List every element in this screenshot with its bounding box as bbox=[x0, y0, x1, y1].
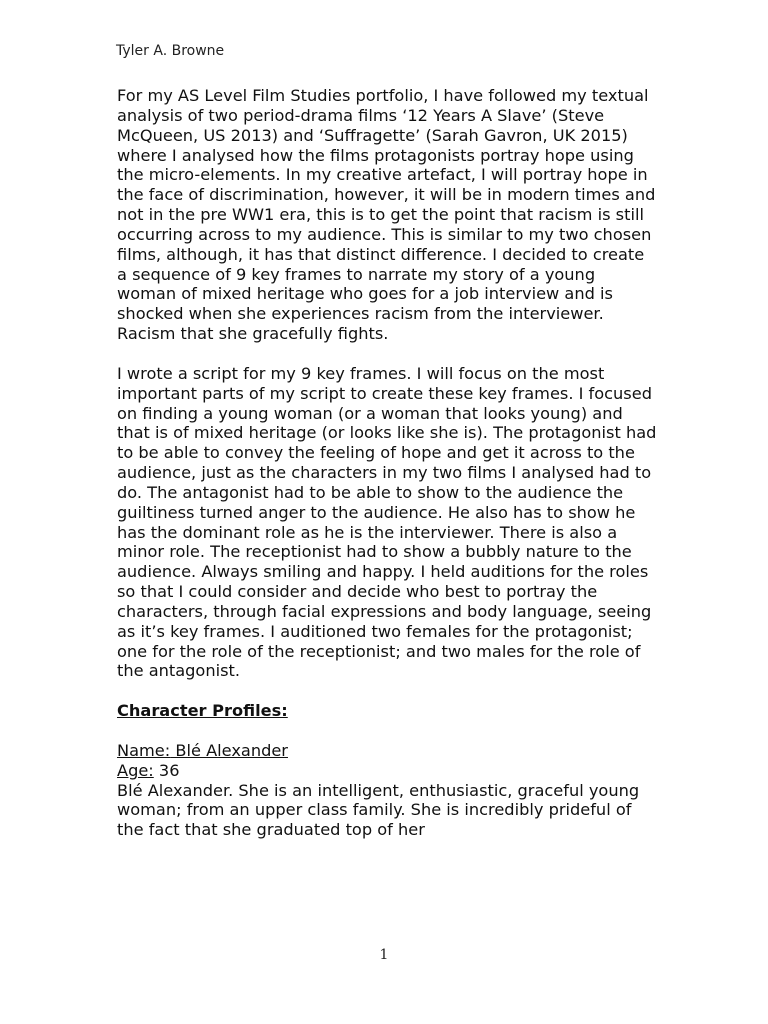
age-label: Age: bbox=[117, 760, 154, 780]
name-value: Blé Alexander bbox=[170, 740, 288, 760]
character-description: Blé Alexander. She is an intelligent, enthusiastic, graceful young woman; from an upper class family. She is incredibly prideful of the fact that she graduated top of her bbox=[117, 780, 640, 840]
page-number: 1 bbox=[379, 947, 389, 963]
name-line bbox=[117, 741, 657, 761]
script-paragraph: I wrote a script for my 9 key frames. I will focus on the most important parts of my script to create these key frames. I focused on finding a young woman (or a woman that looks young) and that is of mixed heritage (or looks like she is). The protagonist had to be able to convey the feeling of hope and get it across to the audience, just as the characters in my two films I analysed had to do. The antagonist had to be able to show to the audience the guiltiness turned anger to the audience. He also has to show he has the dominant role as he is the interviewer. There is also a minor role. The receptionist had to show a bubbly nature to the audience. Always smiling and happy. I held auditions for the roles so that I could consider and decide who best to portray the characters, through facial expressions and body language, seeing as it’s key frames. I auditioned two females for the protagonist; one for the role of the receptionist; and two males for the role of the antagonist. bbox=[117, 363, 657, 681]
author-name: Tyler A. Browne bbox=[116, 43, 225, 59]
paragraph-spacer bbox=[117, 344, 657, 364]
name-label: Name: bbox=[117, 740, 171, 760]
document-body bbox=[117, 86, 657, 840]
paragraph-spacer bbox=[117, 721, 657, 741]
paragraph-spacer bbox=[117, 681, 657, 701]
intro-paragraph: For my AS Level Film Studies portfolio, I have followed my textual analysis of two period-drama films ‘12 Years A Slave’ (Steve McQueen, US 2013) and ‘Suffragette’ (Sarah Gavron, UK 2015) where I analysed how the films protagonists portray hope using the micro-elements. In my creative artefact, I will portray hope in the face of discrimination, however, it will be in modern times and not in the pre WW1 era, this is to get the point that racism is still occurring across to my audience. This is similar to my two chosen films, although, it has that distinct difference. I decided to create a sequence of 9 key frames to narrate my story of a young woman of mixed heritage who goes for a job interview and is shocked when she experiences racism from the interviewer. Racism that she gracefully fights. bbox=[117, 86, 656, 344]
age-value: 36 bbox=[153, 760, 180, 780]
age-line bbox=[117, 761, 657, 781]
character-profiles-heading: Character Profiles: bbox=[117, 701, 288, 721]
